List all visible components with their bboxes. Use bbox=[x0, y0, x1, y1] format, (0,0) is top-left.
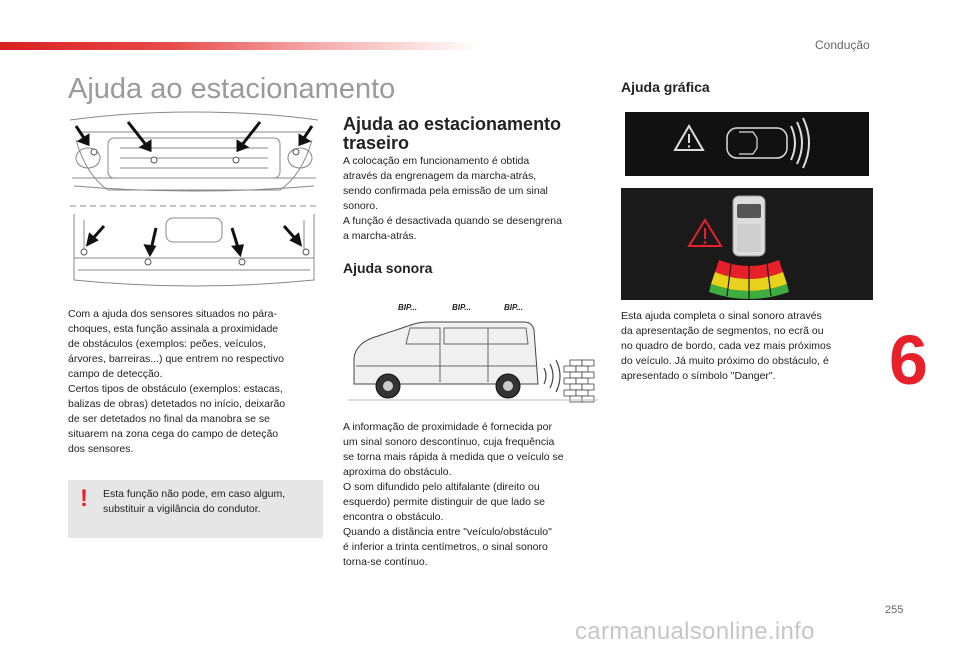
rear-parking-heading: Ajuda ao estacionamento traseiro bbox=[343, 114, 562, 153]
warning-note bbox=[68, 480, 323, 538]
page-title: Ajuda ao estacionamento bbox=[68, 73, 396, 105]
bip-label: BIP... bbox=[398, 303, 417, 312]
watermark: carmanualsonline.info bbox=[575, 618, 815, 645]
screen-display-illustration bbox=[621, 188, 873, 300]
dashboard-display-illustration bbox=[625, 112, 869, 176]
graphic-aid-heading: Ajuda gráfica bbox=[621, 79, 710, 95]
graphic-aid-text: Esta ajuda completa o sinal sonoro através da apresentação de segmentos, no ecrã ou no quadro de bordo, cada vez mais próximos do veículo. Já muito próximo do obstáculo, é apresentado o símbolo "Danger". bbox=[621, 310, 832, 382]
audible-aid-text: A informação de proximidade é fornecida por um sinal sonoro descontínuo, cuja frequência se torna mais rápida à medida que o veículo se aproxima do obstáculo. O som difundido pelo altifalante (direito ou esquerdo) permite distinguir de que lado se encontra o obstáculo. Quando a distância entre "veículo/obstáculo" é inferior a trinta centímetros, o sinal sonoro torna-se contínuo. bbox=[343, 421, 564, 568]
intro-paragraph: Com a ajuda dos sensores situados no pára- choques, esta função assinala a proximidade de obstáculos (exemplos: peões, veículos, árvores, barreiras...) que entrem no respectivo campo de detecção. Certos tipos de obstáculo (exemplos: estacas, balizas de obras) detetados no início, deixarão de ser detetados no final da manobra se se situarem na zona cega do campo de deteção dos sensores. bbox=[68, 308, 286, 455]
warning-text: Esta função não pode, em caso algum, substituir a vigilância do condutor. bbox=[103, 488, 286, 515]
rear-parking-text: A colocação em funcionamento é obtida através da engrenagem da marcha-atrás, sendo confirmada pela emissão de um sinal sonoro. A função é desactivada quando se desengrena a marcha-atrás. bbox=[343, 155, 562, 242]
section-header: Condução bbox=[815, 38, 870, 52]
audible-aid-heading: Ajuda sonora bbox=[343, 260, 433, 276]
bip-label: BIP... bbox=[504, 303, 523, 312]
bip-label: BIP... bbox=[452, 303, 471, 312]
bumper-sensors-illustration bbox=[68, 110, 320, 300]
van-beep-illustration bbox=[348, 296, 598, 411]
page-number: 255 bbox=[885, 604, 904, 616]
header-accent-bar bbox=[0, 42, 480, 50]
warning-exclamation-icon: ! bbox=[80, 485, 88, 512]
chapter-number: 6 bbox=[889, 321, 928, 399]
